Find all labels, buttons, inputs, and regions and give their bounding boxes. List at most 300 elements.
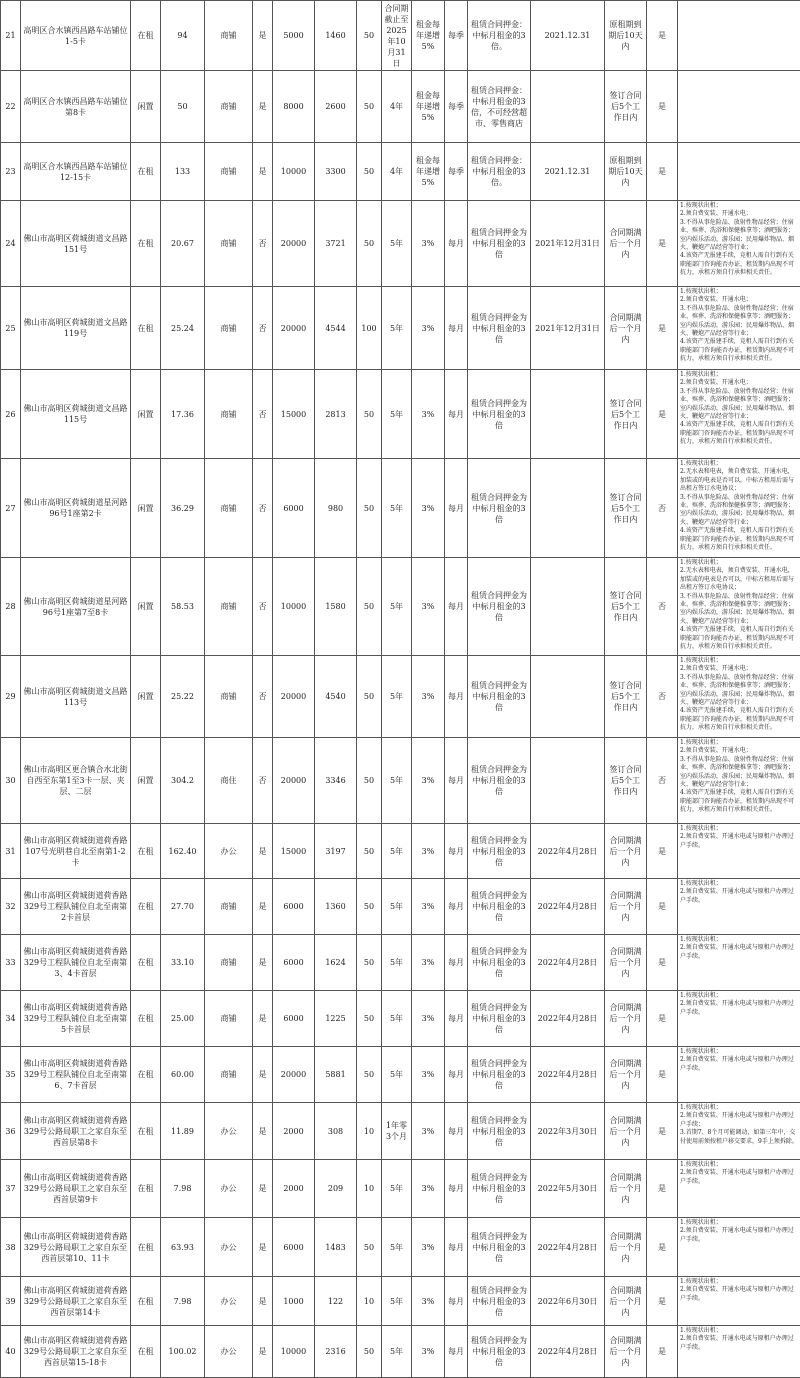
increment-cell: 50 (357, 656, 382, 738)
handover-time-cell: 原租期到期后10天内 (605, 143, 647, 201)
contract-term-cell: 5年 (382, 287, 412, 370)
handover-time-cell: 合同期满后一个月内 (605, 1160, 647, 1218)
transfer-flag-cell: 是 (647, 1, 678, 71)
rent-increase-cell: 3% (412, 287, 445, 370)
handover-time-cell: 合同期满后一个月内 (605, 1277, 647, 1326)
area-cell: 133 (161, 143, 205, 201)
contract-term-cell: 5年 (382, 738, 412, 824)
remarks-cell: 1.按现状出租； 2.须自费安装、开通水电； 3.不得从事危险品、放射性物品经营；住宿业、殡葬、洗浴和保健推拿等；酒吧服务；室内娱乐活动，游乐园；民用爆炸物品、烟火、鞭炮产品经营等行业； 4.该资产无报建手续，竞租人需自行到有关职能部门咨询能否办证，租赁期内出现不可抗力，承租方须自行承担相关责任。 (678, 656, 800, 738)
rent-increase-cell: 3% (412, 1103, 445, 1160)
transfer-flag-cell: 是 (647, 143, 678, 201)
address-cell: 佛山市高明区荷城街道荷香路329号公路局职工之家自东至西首层第10、11卡 (21, 1218, 131, 1277)
status-cell: 在租 (131, 143, 161, 201)
increment-cell: 50 (357, 1, 382, 71)
usage-cell: 办公 (205, 1160, 253, 1218)
expiry-date-cell: 2022年4月28日 (531, 824, 605, 879)
area-cell: 25.24 (161, 287, 205, 370)
expiry-date-cell: 2022年4月28日 (531, 1326, 605, 1378)
base-price-cell: 10000 (273, 558, 315, 656)
transfer-flag-cell: 是 (647, 370, 678, 459)
table-row (1, 370, 800, 459)
transfer-flag-cell: 是 (647, 1218, 678, 1277)
address-cell: 佛山市高明区荷城街道荷香路329号公路局职工之家自东至西首层第9卡 (21, 1160, 131, 1218)
expiry-date-cell: 2022年6月30日 (531, 1277, 605, 1326)
monthly-rent-cell: 2316 (315, 1326, 357, 1378)
rent-increase-cell: 3% (412, 1047, 445, 1103)
handover-time-cell: 合同期满后一个月内 (605, 879, 647, 935)
table-row (1, 935, 800, 991)
status-cell: 在租 (131, 1326, 161, 1378)
payment-cycle-cell: 每月 (445, 935, 468, 991)
payment-cycle-cell: 每月 (445, 824, 468, 879)
increment-cell: 50 (357, 1326, 382, 1378)
expiry-date-cell: 2022年4月28日 (531, 1047, 605, 1103)
row-number-cell: 37 (1, 1160, 21, 1218)
address-cell: 佛山市高明区荷城街道文昌路113号 (21, 656, 131, 738)
row-number-cell: 40 (1, 1326, 21, 1378)
row-number-cell: 30 (1, 738, 21, 824)
payment-cycle-cell: 每月 (445, 656, 468, 738)
status-cell: 在租 (131, 991, 161, 1047)
remarks-cell: 1.按现状出租； 2.须自费安装、开通水电或与原租户办理过户手续。 (678, 879, 800, 935)
usage-cell: 商住 (205, 738, 253, 824)
status-cell: 闲置 (131, 370, 161, 459)
handover-time-cell: 合同期满后一个月内 (605, 991, 647, 1047)
certificate-flag-cell: 是 (253, 1218, 273, 1277)
deposit-terms-cell: 租赁合同押金为中标月租金的3倍 (468, 1326, 531, 1378)
payment-cycle-cell: 每月 (445, 879, 468, 935)
contract-term-cell: 5年 (382, 459, 412, 558)
status-cell: 在租 (131, 1103, 161, 1160)
remarks-cell: 1.按现状出租； 2.须自费安装、开通水电； 3.不得从事危险品、放射性物品经营；住宿业、殡葬、洗浴和保健推拿等；酒吧服务；室内娱乐活动，游乐园；民用爆炸物品、烟火、鞭炮产品经营等行业； 4.该资产无报建手续，竞租人需自行到有关职能部门咨询能否办证，租赁期内出现不可抗力，承租方须自行承担相关责任。 (678, 370, 800, 459)
monthly-rent-cell: 5881 (315, 1047, 357, 1103)
transfer-flag-cell: 否 (647, 656, 678, 738)
deposit-terms-cell: 租赁合同押金为中标月租金的3倍 (468, 1277, 531, 1326)
payment-cycle-cell: 每月 (445, 1103, 468, 1160)
handover-time-cell: 签订合同后5个工作日内 (605, 459, 647, 558)
usage-cell: 办公 (205, 1326, 253, 1378)
monthly-rent-cell: 1580 (315, 558, 357, 656)
base-price-cell: 20000 (273, 287, 315, 370)
certificate-flag-cell: 是 (253, 824, 273, 879)
certificate-flag-cell: 是 (253, 1326, 273, 1378)
contract-term-cell: 5年 (382, 370, 412, 459)
row-number-cell: 28 (1, 558, 21, 656)
certificate-flag-cell: 是 (253, 991, 273, 1047)
monthly-rent-cell: 3346 (315, 738, 357, 824)
contract-term-cell: 5年 (382, 879, 412, 935)
remarks-cell: 1.按现状出租； 2.须自费安装、开通水电； 3.不得从事危险品、放射性物品经营；住宿业、殡葬、洗浴和保健推拿等；酒吧服务；室内娱乐活动，游乐园；民用爆炸物品、烟火、鞭炮产品经营等行业； 4.该资产无报建手续，竞租人需自行到有关职能部门咨询能否办证，租赁期内出现不可抗力，承租方须自行承担相关责任。 (678, 738, 800, 824)
payment-cycle-cell: 每月 (445, 1326, 468, 1378)
certificate-flag-cell: 是 (253, 143, 273, 201)
rent-increase-cell: 租金每年递增5% (412, 71, 445, 143)
rent-increase-cell: 3% (412, 656, 445, 738)
row-number-cell: 38 (1, 1218, 21, 1277)
remarks-cell: 1.按现状出租； 2.须自费安装、开通水电或与原租户办理过户手续。 (678, 935, 800, 991)
row-number-cell: 29 (1, 656, 21, 738)
base-price-cell: 2000 (273, 1103, 315, 1160)
certificate-flag-cell: 是 (253, 1, 273, 71)
table-row (1, 558, 800, 656)
area-cell: 11.89 (161, 1103, 205, 1160)
row-number-cell: 34 (1, 991, 21, 1047)
address-cell: 高明区合水镇西昌路车站铺位1-5卡 (21, 1, 131, 71)
handover-time-cell: 合同期满后一个月内 (605, 935, 647, 991)
transfer-flag-cell: 是 (647, 991, 678, 1047)
address-cell: 高明区合水镇西昌路车站铺位12-15卡 (21, 143, 131, 201)
rent-increase-cell: 3% (412, 201, 445, 287)
table-row (1, 1218, 800, 1277)
handover-time-cell: 合同期满后一个月内 (605, 1218, 647, 1277)
base-price-cell: 20000 (273, 738, 315, 824)
status-cell: 闲置 (131, 71, 161, 143)
monthly-rent-cell: 3197 (315, 824, 357, 879)
base-price-cell: 1000 (273, 1277, 315, 1326)
handover-time-cell: 签订合同后5个工作日内 (605, 558, 647, 656)
row-number-cell: 27 (1, 459, 21, 558)
area-cell: 60.00 (161, 1047, 205, 1103)
expiry-date-cell: 2021年12月31日 (531, 201, 605, 287)
base-price-cell: 20000 (273, 656, 315, 738)
increment-cell: 100 (357, 287, 382, 370)
row-number-cell: 21 (1, 1, 21, 71)
remarks-cell: 1.按现状出租； 2.须自费安装、开通水电； 3.不得从事危险品、放射性物品经营；住宿业、殡葬、洗浴和保健推拿等；酒吧服务；室内娱乐活动，游乐园；民用爆炸物品、烟火、鞭炮产品经营等行业； 4.该资产无报建手续，竞租人需自行到有关职能部门咨询能否办证，租赁期内出现不可抗力，承租方须自行承担相关责任。 (678, 287, 800, 370)
area-cell: 17.36 (161, 370, 205, 459)
table-row (1, 287, 800, 370)
usage-cell: 商铺 (205, 879, 253, 935)
payment-cycle-cell: 每季 (445, 143, 468, 201)
area-cell: 94 (161, 1, 205, 71)
deposit-terms-cell: 租赁合同押金：中标月租金的3倍。 (468, 143, 531, 201)
address-cell: 佛山市高明区荷城街道荷香路329号工程队铺位自北至南第6、7卡首层 (21, 1047, 131, 1103)
row-number-cell: 33 (1, 935, 21, 991)
expiry-date-cell: 2022年4月28日 (531, 991, 605, 1047)
transfer-flag-cell: 否 (647, 738, 678, 824)
status-cell: 在租 (131, 879, 161, 935)
area-cell: 33.10 (161, 935, 205, 991)
deposit-terms-cell: 租赁合同押金为中标月租金的3倍 (468, 201, 531, 287)
usage-cell: 商铺 (205, 143, 253, 201)
expiry-date-cell (531, 459, 605, 558)
rent-increase-cell: 3% (412, 558, 445, 656)
expiry-date-cell: 2022年4月28日 (531, 935, 605, 991)
base-price-cell: 10000 (273, 143, 315, 201)
deposit-terms-cell: 租赁合同押金为中标月租金的3倍 (468, 1218, 531, 1277)
deposit-terms-cell: 租赁合同押金为中标月租金的3倍 (468, 935, 531, 991)
status-cell: 在租 (131, 1, 161, 71)
certificate-flag-cell: 否 (253, 201, 273, 287)
address-cell: 佛山市高明区荷城街道荷香路329号工程队铺位自北至南第3、4卡首层 (21, 935, 131, 991)
area-cell: 20.67 (161, 201, 205, 287)
transfer-flag-cell: 是 (647, 1277, 678, 1326)
contract-term-cell: 5年 (382, 991, 412, 1047)
usage-cell: 商铺 (205, 370, 253, 459)
increment-cell: 50 (357, 935, 382, 991)
monthly-rent-cell: 1624 (315, 935, 357, 991)
remarks-cell: 1.按现状出租； 2.须自费安装、开通水电或与原租户办理过户手续。 (678, 1047, 800, 1103)
usage-cell: 商铺 (205, 201, 253, 287)
status-cell: 在租 (131, 1047, 161, 1103)
status-cell: 闲置 (131, 738, 161, 824)
remarks-cell: 1.按现状出租； 2.须自费安装、开通水电或与原租户办理过户手续。 (678, 1326, 800, 1378)
table-row (1, 1326, 800, 1378)
usage-cell: 办公 (205, 1277, 253, 1326)
usage-cell: 商铺 (205, 935, 253, 991)
usage-cell: 商铺 (205, 1047, 253, 1103)
contract-term-cell: 5年 (382, 935, 412, 991)
row-number-cell: 31 (1, 824, 21, 879)
rent-increase-cell: 3% (412, 935, 445, 991)
area-cell: 36.29 (161, 459, 205, 558)
monthly-rent-cell: 4540 (315, 656, 357, 738)
address-cell: 佛山市高明区更合镇合水北街自西至东第1至3卡一层、夹层、二层 (21, 738, 131, 824)
rent-increase-cell: 3% (412, 738, 445, 824)
certificate-flag-cell: 是 (253, 71, 273, 143)
base-price-cell: 2000 (273, 1160, 315, 1218)
area-cell: 7.98 (161, 1160, 205, 1218)
deposit-terms-cell: 租赁合同押金为中标月租金的3倍 (468, 459, 531, 558)
handover-time-cell: 原租期到期后10天内 (605, 1, 647, 71)
monthly-rent-cell: 4544 (315, 287, 357, 370)
usage-cell: 办公 (205, 1103, 253, 1160)
area-cell: 27.70 (161, 879, 205, 935)
remarks-cell: 1.按现状出租； 2.无水表和电表，须自费安装、开通水电，加装或的电表是否可以，中标方租用后需与出租方签订水电协议； 3.不得从事危险品、放射性物品经营；住宿业、殡葬、洗浴和保健推拿等；酒吧服务；室内娱乐活动，游乐园；民用爆炸物品、烟火、鞭炮产品经营等行业； 4.该资产无报建手续，竞租人需自行到有关职能部门咨询能否办证，租赁期内出现不可抗力，承租方须自行承担相关责任。 (678, 558, 800, 656)
increment-cell: 50 (357, 71, 382, 143)
payment-cycle-cell: 每季 (445, 71, 468, 143)
monthly-rent-cell: 308 (315, 1103, 357, 1160)
certificate-flag-cell: 否 (253, 738, 273, 824)
address-cell: 佛山市高明区荷城街道星河路96号1座第7至8卡 (21, 558, 131, 656)
status-cell: 在租 (131, 201, 161, 287)
address-cell: 佛山市高明区荷城街道文昌路151号 (21, 201, 131, 287)
area-cell: 50 (161, 71, 205, 143)
payment-cycle-cell: 每季 (445, 1, 468, 71)
deposit-terms-cell: 租赁合同押金为中标月租金的3倍 (468, 879, 531, 935)
certificate-flag-cell: 是 (253, 935, 273, 991)
increment-cell: 50 (357, 370, 382, 459)
increment-cell: 50 (357, 558, 382, 656)
payment-cycle-cell: 每月 (445, 1160, 468, 1218)
deposit-terms-cell: 租赁合同押金为中标月租金的3倍 (468, 991, 531, 1047)
monthly-rent-cell: 209 (315, 1160, 357, 1218)
transfer-flag-cell: 是 (647, 1160, 678, 1218)
area-cell: 304.2 (161, 738, 205, 824)
increment-cell: 50 (357, 459, 382, 558)
certificate-flag-cell: 否 (253, 558, 273, 656)
area-cell: 162.40 (161, 824, 205, 879)
address-cell: 佛山市高明区荷城街道荷香路329号公路局职工之家自东至西首层第8卡 (21, 1103, 131, 1160)
handover-time-cell: 签订合同后5个工作日内 (605, 71, 647, 143)
handover-time-cell: 签订合同后5个工作日内 (605, 738, 647, 824)
table-row (1, 201, 800, 287)
payment-cycle-cell: 每月 (445, 1277, 468, 1326)
area-cell: 100.02 (161, 1326, 205, 1378)
handover-time-cell: 合同期满后一个月内 (605, 1103, 647, 1160)
status-cell: 闲置 (131, 656, 161, 738)
certificate-flag-cell: 否 (253, 459, 273, 558)
handover-time-cell: 合同期满后一个月内 (605, 1047, 647, 1103)
expiry-date-cell: 2021.12.31 (531, 1, 605, 71)
certificate-flag-cell: 否 (253, 656, 273, 738)
transfer-flag-cell: 是 (647, 71, 678, 143)
status-cell: 在租 (131, 1160, 161, 1218)
usage-cell: 商铺 (205, 71, 253, 143)
certificate-flag-cell: 是 (253, 1047, 273, 1103)
base-price-cell: 6000 (273, 991, 315, 1047)
deposit-terms-cell: 租赁合同押金为中标月租金的3倍 (468, 1047, 531, 1103)
base-price-cell: 20000 (273, 201, 315, 287)
rent-increase-cell: 3% (412, 1160, 445, 1218)
contract-term-cell: 5年 (382, 656, 412, 738)
status-cell: 闲置 (131, 459, 161, 558)
deposit-terms-cell: 租赁合同押金为中标月租金的3倍 (468, 370, 531, 459)
base-price-cell: 5000 (273, 1, 315, 71)
address-cell: 佛山市高明区荷城街道荷香路329号工程队铺位自北至南第5卡首层 (21, 991, 131, 1047)
table-row (1, 656, 800, 738)
rent-increase-cell: 租金每年递增5% (412, 1, 445, 71)
base-price-cell: 10000 (273, 1326, 315, 1378)
usage-cell: 商铺 (205, 991, 253, 1047)
deposit-terms-cell: 租赁合同押金为中标月租金的3倍 (468, 738, 531, 824)
contract-term-cell: 5年 (382, 558, 412, 656)
rent-increase-cell: 3% (412, 1326, 445, 1378)
monthly-rent-cell: 2813 (315, 370, 357, 459)
status-cell: 在租 (131, 287, 161, 370)
contract-term-cell: 5年 (382, 1277, 412, 1326)
handover-time-cell: 合同期满后一个月内 (605, 201, 647, 287)
transfer-flag-cell: 否 (647, 558, 678, 656)
handover-time-cell: 合同期满后一个月内 (605, 287, 647, 370)
area-cell: 63.93 (161, 1218, 205, 1277)
payment-cycle-cell: 每月 (445, 287, 468, 370)
row-number-cell: 36 (1, 1103, 21, 1160)
row-number-cell: 35 (1, 1047, 21, 1103)
address-cell: 佛山市高明区荷城街道荷香路107号光明巷自北至南第1-2卡 (21, 824, 131, 879)
address-cell: 佛山市高明区荷城街道荷香路329号工程队铺位自北至南第2卡首层 (21, 879, 131, 935)
usage-cell: 商铺 (205, 1, 253, 71)
transfer-flag-cell: 是 (647, 1326, 678, 1378)
expiry-date-cell (531, 738, 605, 824)
contract-term-cell: 5年 (382, 201, 412, 287)
table-row (1, 824, 800, 879)
transfer-flag-cell: 是 (647, 879, 678, 935)
table-row (1, 1277, 800, 1326)
rent-increase-cell: 3% (412, 1277, 445, 1326)
contract-term-cell: 5年 (382, 1047, 412, 1103)
deposit-terms-cell: 租赁合同押金为中标月租金的3倍 (468, 824, 531, 879)
contract-term-cell: 5年 (382, 1160, 412, 1218)
transfer-flag-cell: 是 (647, 1047, 678, 1103)
contract-term-cell: 5年 (382, 1326, 412, 1378)
remarks-cell: 1.按现状出租； 2.须自费安装、开通水电或与原租户办理过户手续。 (678, 824, 800, 879)
transfer-flag-cell: 是 (647, 1103, 678, 1160)
status-cell: 在租 (131, 935, 161, 991)
increment-cell: 50 (357, 991, 382, 1047)
transfer-flag-cell: 否 (647, 459, 678, 558)
rent-increase-cell: 3% (412, 879, 445, 935)
area-cell: 58.53 (161, 558, 205, 656)
address-cell: 佛山市高明区荷城街道星河路96号1座第2卡 (21, 459, 131, 558)
contract-term-cell: 合同期截止至2025年10月31日 (382, 1, 412, 71)
area-cell: 25.00 (161, 991, 205, 1047)
address-cell: 佛山市高明区荷城街道文昌路119号 (21, 287, 131, 370)
deposit-terms-cell: 租赁合同押金为中标月租金的3倍 (468, 656, 531, 738)
usage-cell: 商铺 (205, 459, 253, 558)
contract-term-cell: 5年 (382, 824, 412, 879)
rent-increase-cell: 3% (412, 824, 445, 879)
expiry-date-cell (531, 370, 605, 459)
handover-time-cell: 合同期满后一个月内 (605, 1326, 647, 1378)
certificate-flag-cell: 是 (253, 1160, 273, 1218)
row-number-cell: 39 (1, 1277, 21, 1326)
rent-increase-cell: 3% (412, 459, 445, 558)
remarks-cell: 1.按现状出租； 2.须自费安装、开通水电或与原租户办理过户手续。 (678, 1160, 800, 1218)
remarks-cell: 1.按现状出租； 2.无水表和电表，须自费安装、开通水电，加装或的电表是否可以，中标方租用后需与出租方签订水电协议； 3.不得从事危险品、放射性物品经营；住宿业、殡葬、洗浴和保健推拿等；酒吧服务；室内娱乐活动，游乐园；民用爆炸物品、烟火、鞭炮产品经营等行业； 4.该资产无报建手续，竞租人需自行到有关职能部门咨询能否办证，租赁期内出现不可抗力，承租方须自行承担相关责任。 (678, 459, 800, 558)
transfer-flag-cell: 是 (647, 824, 678, 879)
increment-cell: 50 (357, 738, 382, 824)
expiry-date-cell (531, 656, 605, 738)
increment-cell: 50 (357, 1218, 382, 1277)
transfer-flag-cell: 是 (647, 287, 678, 370)
payment-cycle-cell: 每月 (445, 991, 468, 1047)
remarks-cell: 1.按现状出租； 2.须自费安装、开通水电或与原租户办理过户手续。 (678, 1218, 800, 1277)
deposit-terms-cell: 租赁合同押金为中标月租金的3倍 (468, 558, 531, 656)
table-body (1, 1, 800, 1378)
expiry-date-cell: 2021年12月31日 (531, 287, 605, 370)
payment-cycle-cell: 每月 (445, 1047, 468, 1103)
status-cell: 闲置 (131, 558, 161, 656)
monthly-rent-cell: 122 (315, 1277, 357, 1326)
address-cell: 佛山市高明区荷城街道文昌路115号 (21, 370, 131, 459)
payment-cycle-cell: 每月 (445, 370, 468, 459)
increment-cell: 50 (357, 824, 382, 879)
rent-increase-cell: 3% (412, 1218, 445, 1277)
base-price-cell: 6000 (273, 459, 315, 558)
usage-cell: 办公 (205, 824, 253, 879)
status-cell: 在租 (131, 1277, 161, 1326)
remarks-cell (678, 71, 800, 143)
usage-cell: 商铺 (205, 558, 253, 656)
handover-time-cell: 合同期满后一个月内 (605, 824, 647, 879)
certificate-flag-cell: 否 (253, 370, 273, 459)
row-number-cell: 26 (1, 370, 21, 459)
remarks-cell: 1.按现状出租； 2.须自费安装、开通水电； 3.不得从事危险品、放射性物品经营；住宿业、殡葬、洗浴和保健推拿等；酒吧服务；室内娱乐活动，游乐园；民用爆炸物品、烟火、鞭炮产品经营等行业； 4.该资产无报建手续，竞租人需自行到有关职能部门咨询能否办证，租赁期内出现不可抗力，承租方须自行承担相关责任。 (678, 201, 800, 287)
table-row (1, 1160, 800, 1218)
expiry-date-cell: 2021.12.31 (531, 143, 605, 201)
row-number-cell: 22 (1, 71, 21, 143)
payment-cycle-cell: 每月 (445, 201, 468, 287)
table-row (1, 459, 800, 558)
increment-cell: 50 (357, 143, 382, 201)
remarks-cell: 1.按现状出租； 2.须自费安装、开通水电或与原租户办理过户手续。 (678, 991, 800, 1047)
expiry-date-cell (531, 558, 605, 656)
certificate-flag-cell: 是 (253, 1277, 273, 1326)
monthly-rent-cell: 1360 (315, 879, 357, 935)
address-cell: 佛山市高明区荷城街道荷香路329号公路局职工之家自东至西首层第15-18卡 (21, 1326, 131, 1378)
payment-cycle-cell: 每月 (445, 738, 468, 824)
row-number-cell: 23 (1, 143, 21, 201)
contract-term-cell: 1年零3个月 (382, 1103, 412, 1160)
expiry-date-cell: 2022年4月28日 (531, 879, 605, 935)
monthly-rent-cell: 1225 (315, 991, 357, 1047)
expiry-date-cell (531, 71, 605, 143)
status-cell: 在租 (131, 1218, 161, 1277)
status-cell: 在租 (131, 824, 161, 879)
deposit-terms-cell: 租赁合同押金为中标月租金的3倍 (468, 1103, 531, 1160)
rent-increase-cell: 3% (412, 991, 445, 1047)
table-row (1, 1047, 800, 1103)
table-row (1, 143, 800, 201)
